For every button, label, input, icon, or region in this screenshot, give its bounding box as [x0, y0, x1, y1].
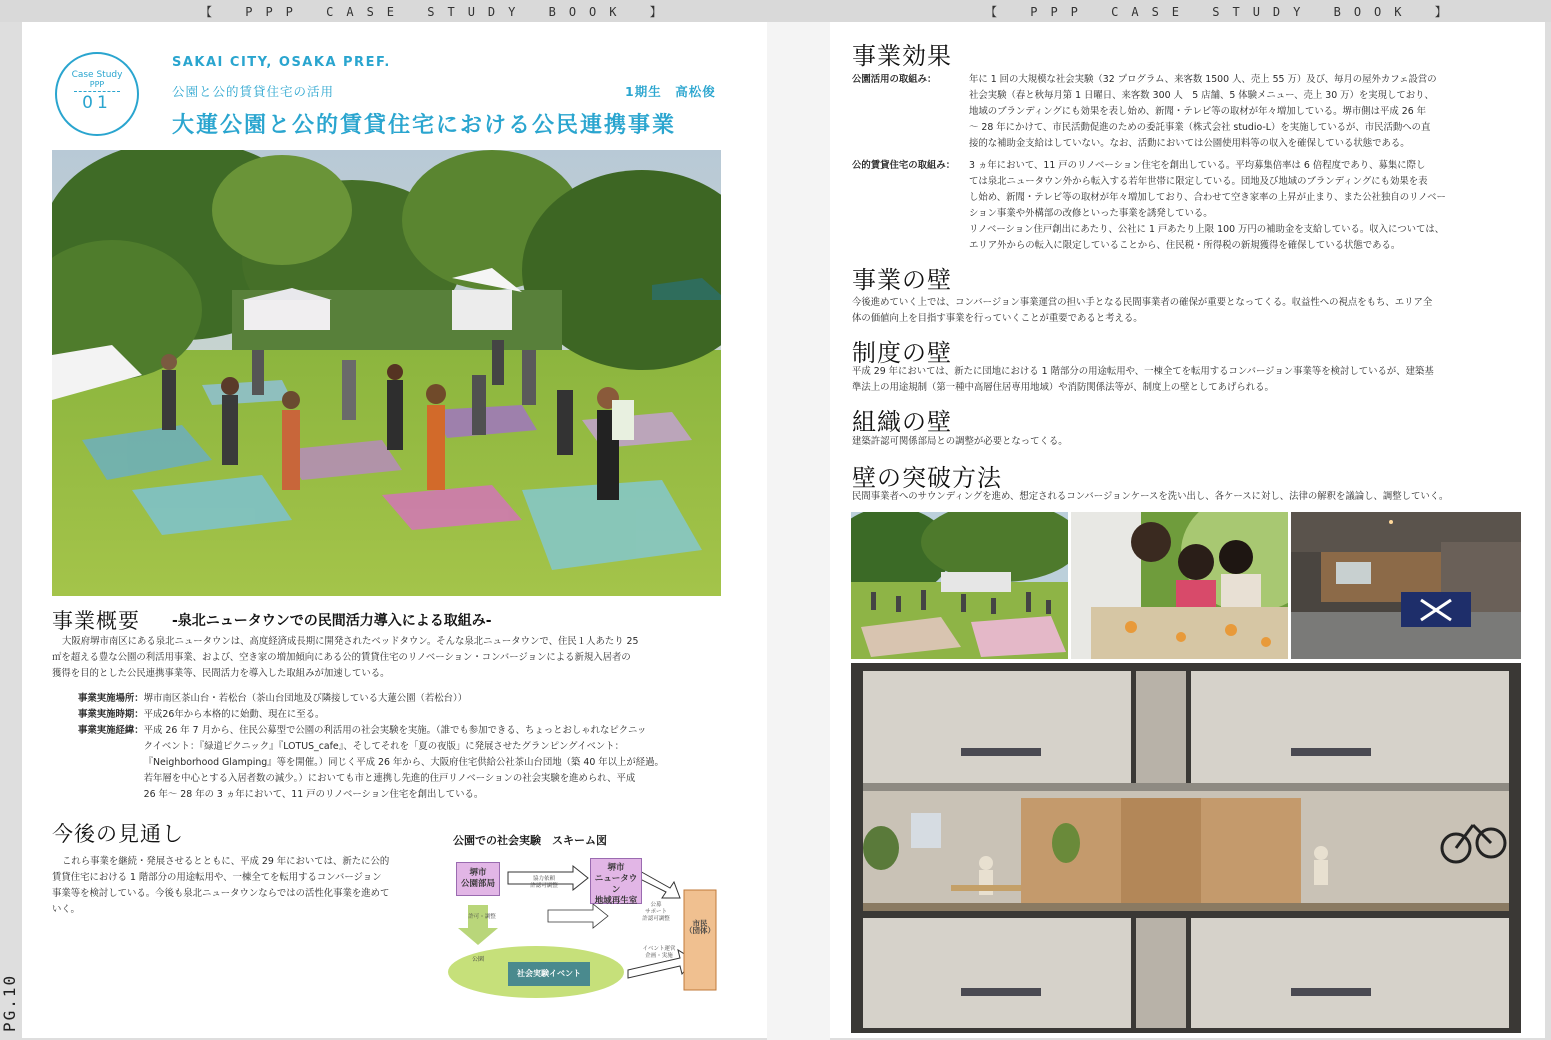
detail-value: 堺市南区茶山台・若松台（茶山台団地及び隣接している大蓮公園（若松台）） [143, 693, 468, 704]
breakthrough-line: 民間事業者へのサウンディングを進め、想定されるコンバージョンケースを洗い出し、各ケースに対し、法律の解釈を議論し、調整していく。 [852, 491, 1449, 502]
park-yoga-photo [52, 150, 721, 596]
effects-heading: 事業効果 [852, 42, 952, 70]
history-line: 若年層を中心とする入居者数の減少。）においても市と連携し先進的住戸リノベーションの社会実験を進められ、平成 [143, 773, 636, 784]
effects-park-line: ～ 28 年にかけて、市民活動促進のための委託事業（株式会社 studio-L）を実施しているが、市民活動への直 [969, 122, 1431, 133]
overview-text [52, 634, 722, 682]
effects-housing-line: ては泉北ニュータウン外から転入する若年世帯に限定している。団地及び地域のブランディングにも効果を表 [969, 176, 1428, 187]
outlook-line: これら事業を継続・発展させるとともに、平成 29 年においては、新たに公的 [62, 856, 390, 867]
wall-org-heading: 組織の壁 [852, 408, 952, 436]
scheme-diagram [448, 850, 723, 1000]
overview-line: 獲得を目的とした公民連携事業等、民間活力を導入した取組みが加速している。 [52, 668, 390, 679]
page-number: PG.10 [0, 973, 19, 1033]
effects-housing-row [852, 158, 1522, 254]
effects-housing-line: リノベーション住戸創出にあたり、公社に 1 戸あたり上限 100 万円の補助金を支給している。収入については、 [969, 224, 1445, 235]
wall-system-line: 平成 29 年においては、新たに団地における 1 階部分の用途転用や、一棟全てを転用するコンバージョン事業等を検討しているが、建築基 [852, 366, 1434, 377]
outlook-text [52, 854, 442, 918]
city-label: SAKAI CITY, OSAKA PREF. [172, 55, 391, 70]
wall-business-line: 体の価値向上を目指す事業を行っていくことが重要であると考える。 [852, 313, 1143, 324]
scheme-box-citizen: 市民 （団体） [685, 919, 715, 935]
scheme-arrow-label-1: 協力依頼 許認可調整 [530, 876, 558, 889]
scheme-title: 公園での社会実験 スキーム図 [453, 834, 607, 847]
renovated-room-illustration [1291, 512, 1521, 659]
family-craft-photo [1071, 512, 1288, 659]
badge-line2: PPP [89, 80, 105, 89]
detail-key: 事業実施場所： [78, 693, 144, 704]
scheme-box-park-dept: 堺市 公園部局 [456, 862, 500, 896]
effects-park-key: 公園活用の取組み： [852, 74, 937, 85]
family-craft-illustration [1071, 512, 1288, 659]
scheme-arrow-label-3: イベント運営 企画・実施 [642, 946, 676, 959]
history-line: 『Neighborhood Glamping』等を開催。）同じく平成 26 年から、大阪府住宅供給公社茶山台団地（築 40 年以上が経過。 [143, 757, 664, 768]
case-study-badge [55, 52, 139, 136]
building-section-photo [851, 663, 1521, 1033]
wall-system-heading: 制度の壁 [852, 339, 952, 367]
effects-housing-line: ション事業や外構部の改修といった事業を誘発している。 [969, 208, 1213, 219]
history-line: 26 年～ 28 年の 3 ヵ年において、11 戸のリノベーション住宅を創出している。 [143, 789, 484, 800]
scheme-arrow-label-4: 許可・調整 [468, 914, 496, 920]
detail-row-history [78, 723, 723, 803]
park-event-photo [851, 512, 1068, 659]
wall-system-line: 準法上の用途規制（第一種中高層住居専用地域）や消防関係法等が、制度上の壁としてあげられる。 [852, 382, 1274, 393]
scheme-event-box: 社会実験イベント [508, 962, 590, 986]
park-yoga-illustration [52, 150, 721, 596]
effects-park-text [969, 72, 1522, 152]
detail-key: 事業実施経緯： [78, 725, 144, 736]
author-label: 1期生 高松俊 [625, 84, 716, 99]
effects-housing-line: し始め、新聞・テレビ等の取材が年々増加しており、合わせて空き家率の上昇が止まり、また公社独自のリノベー [969, 192, 1446, 203]
history-line: クイベント：『緑道ピクニック』『LOTUS_cafe』、そしてそれを「夏の夜版」に発展させたグランピングイベント： [143, 741, 624, 752]
breakthrough-text [852, 489, 1532, 505]
renovated-room-photo [1291, 512, 1521, 659]
building-section-illustration [851, 663, 1521, 1033]
book-label-left: 【 PPP CASE STUDY BOOK 】 [200, 5, 675, 19]
page-gutter [767, 22, 830, 1040]
effects-housing-line: エリア外からの転入に限定していることから、住民税・所得税の新規獲得を確保している状態である。 [969, 240, 1401, 251]
wall-org-line: 建築許認可関係部局との調整が必要となってくる。 [852, 436, 1068, 447]
page-title: 大蓮公園と公的賃貸住宅における公民連携事業 [172, 113, 677, 138]
detail-key: 事業実施時期： [78, 709, 144, 720]
badge-number: 01 [82, 93, 112, 113]
scheme-box-newtown: 堺市 ニュータウン 地域再生室 [590, 858, 642, 904]
wall-business-line: 今後進めていく上では、コンバージョン事業運営の担い手となる民間事業者の確保が重要となってくる。収益性への視点をもち、エリア全 [852, 297, 1433, 308]
breakthrough-heading: 壁の突破方法 [852, 464, 1002, 492]
overview-line: ㎡を超える豊な公園の利活用事業、および、空き家の増加傾向にある公的賃貸住宅のリノベーション・コンバージョンによる新規入居者の [52, 652, 631, 663]
effects-park-line: 社会実験（春と秋毎月第 1 日曜日、来客数 300 人 5 店舗、5 体験メニュー、売上 30 万）を実現しており、 [969, 90, 1434, 101]
scheme-arrow-label-2: 公募 サポート 許認可調整 [642, 902, 670, 922]
badge-line1: Case Study [71, 70, 123, 80]
outlook-line: 賃貸住宅における 1 階部分の用途転用や、一棟全てを転用するコンバージョン [52, 872, 382, 883]
overview-subheading: -泉北ニュータウンでの民間活力導入による取組み- [172, 613, 492, 629]
detail-value [144, 723, 723, 803]
history-line: 平成 26 年 7 月から、住民公募型で公園の利活用の社会実験を実施。（誰でも参加できる、ちょっとおしゃれなピクニッ [143, 725, 647, 736]
effects-housing-key: 公的賃貸住宅の取組み： [852, 160, 956, 171]
book-label-right: 【 PPP CASE STUDY BOOK 】 [985, 5, 1460, 19]
detail-row-period [78, 707, 723, 723]
outlook-line: 事業等を検討している。今後も泉北ニュータウンならではの活性化事業を進めて [52, 888, 390, 899]
detail-value: 平成26年から本格的に始動、現在に至る。 [143, 709, 325, 720]
park-event-illustration [851, 512, 1068, 659]
case-subtitle: 公園と公的賃貸住宅の活用 [172, 84, 335, 99]
overview-heading: 事業概要 [52, 609, 140, 633]
overview-line: 大阪府堺市南区にある泉北ニュータウンは、高度経済成長期に開発されたベッドタウン。そんな泉北ニュータウンで、住民１人あたり 25 [62, 636, 639, 647]
wall-system-text [852, 364, 1524, 396]
outlook-line: いく。 [52, 904, 80, 915]
overview-details [78, 691, 723, 803]
outlook-heading: 今後の見通し [52, 822, 184, 846]
wall-business-text [852, 295, 1524, 327]
detail-row-place [78, 691, 723, 707]
effects-body [852, 72, 1522, 254]
wall-business-heading: 事業の壁 [852, 266, 952, 294]
scheme-park-label: 公園 [471, 956, 484, 963]
wall-org-text [852, 434, 1524, 450]
effects-housing-line: 3 ヵ年において、11 戸のリノベーション住宅を創出している。平均募集倍率は 6 倍程度であり、募集に際し [969, 160, 1426, 171]
effects-park-line: 年に 1 回の大規模な社会実験（32 プログラム、来客数 1500 人、売上 55 万）及び、毎月の屋外カフェ設営の [969, 74, 1437, 85]
effects-housing-text [969, 158, 1522, 254]
effects-park-line: 地域のブランディングにも効果を表し始め、新聞・テレビ等の取材が年々増加している。堺市側は平成 26 年 [969, 106, 1427, 117]
effects-park-row [852, 72, 1522, 152]
effects-park-line: 接的な補助金支給はしていない。なお、活動においては公園使用料等の収入を確保している状態である。 [969, 138, 1410, 149]
